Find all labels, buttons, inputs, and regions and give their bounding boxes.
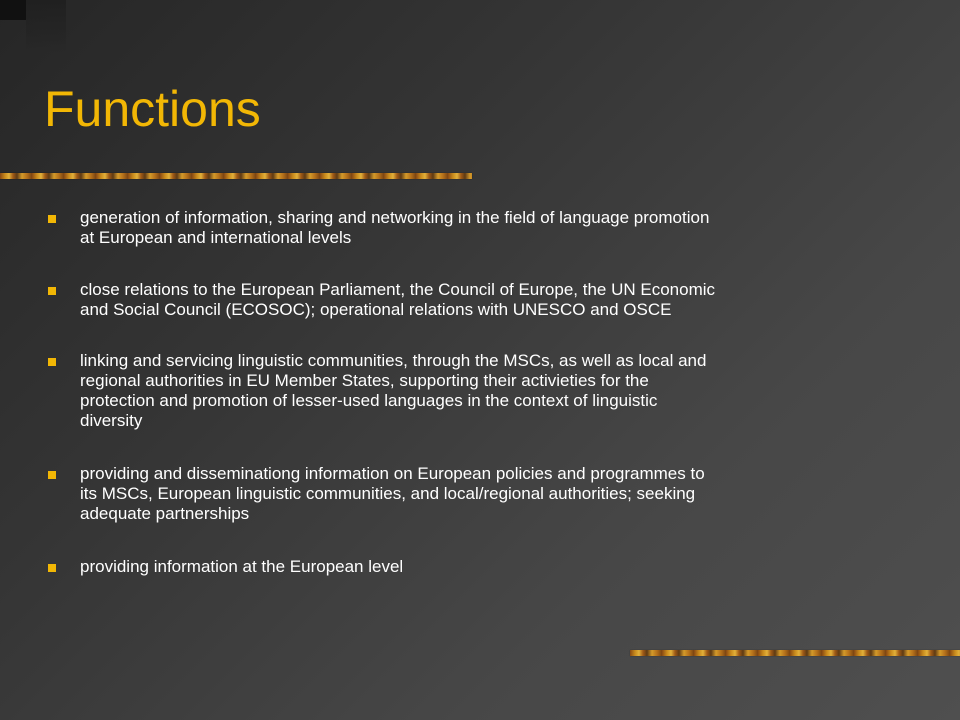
bullet-item (44, 351, 894, 431)
footer-decorative-rule (630, 650, 960, 656)
bullet-text: generation of information, sharing and networking in the field of language promotion at European and international levels (80, 208, 710, 247)
square-bullet-icon (48, 471, 56, 479)
bullet-item (44, 280, 894, 320)
corner-shadow-decoration (26, 0, 66, 52)
bullet-item (44, 464, 894, 524)
square-bullet-icon (48, 358, 56, 366)
slide-title: Functions (44, 81, 261, 137)
square-bullet-icon (48, 215, 56, 223)
title-underline-rule (0, 173, 472, 179)
bullet-item (44, 557, 894, 577)
square-bullet-icon (48, 287, 56, 295)
bullet-text: close relations to the European Parliament, the Council of Europe, the UN Economic and Social Council (ECOSOC); operational relations with UNESCO and OSCE (80, 280, 716, 319)
bullet-text: providing and disseminationg information on European policies and programmes to its MSCs, European linguistic communities, and local/regional authorities; seeking adequate partnerships (80, 464, 705, 523)
bullet-item (44, 208, 894, 248)
bullet-text: linking and servicing linguistic communities, through the MSCs, as well as local and regional authorities in EU Member States, supporting their activieties for the protection and promotion of lesser-used languages in the context of linguistic diversity (80, 351, 707, 430)
bullet-text: providing information at the European level (80, 557, 404, 576)
corner-decoration (0, 0, 26, 20)
square-bullet-icon (48, 564, 56, 572)
